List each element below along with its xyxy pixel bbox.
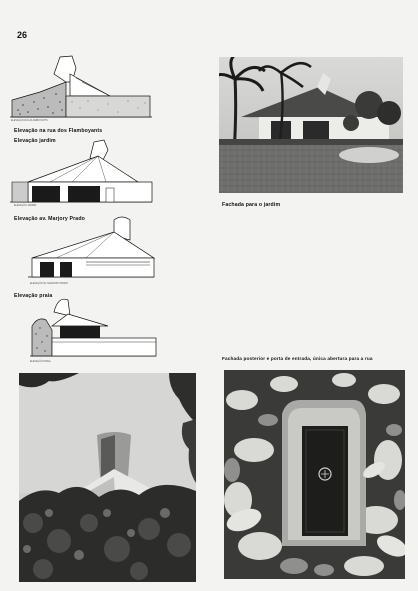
photo-tower-vegetation — [19, 373, 196, 582]
caption-elevation-jardim: Elevação jardim — [14, 138, 56, 144]
caption-photo-rear-facade: Fachada posterior e porta de entrada, única abertura para a rua — [222, 356, 373, 361]
scale-note: ELEVAÇÃO RUA FLAMBOYANTS — [11, 119, 48, 122]
scale-note: ELEVAÇÃO AV. MARJORY PRADO — [30, 282, 69, 285]
caption-elevation-praia: Elevação praia — [14, 293, 53, 299]
elevation-drawing-marjory-prado — [26, 210, 156, 280]
scale-note: ELEVAÇÃO JARDIM — [14, 204, 37, 207]
scale-note: ELEVAÇÃO PRAIA — [30, 360, 51, 363]
page-number: 26 — [17, 30, 28, 40]
photo-rear-facade-entrance — [224, 370, 405, 579]
elevation-drawing-flamboyants — [10, 52, 155, 122]
photo-garden-facade — [219, 57, 403, 193]
caption-photo-garden-facade: Fachada para o jardim — [222, 202, 281, 208]
caption-elevation-flamboyants: Elevação na rua dos Flamboyants — [14, 128, 103, 134]
elevation-drawing-praia — [28, 290, 158, 360]
caption-elevation-marjory-prado: Elevação av. Marjory Prado — [14, 216, 85, 222]
elevation-drawing-jardim — [10, 138, 155, 208]
